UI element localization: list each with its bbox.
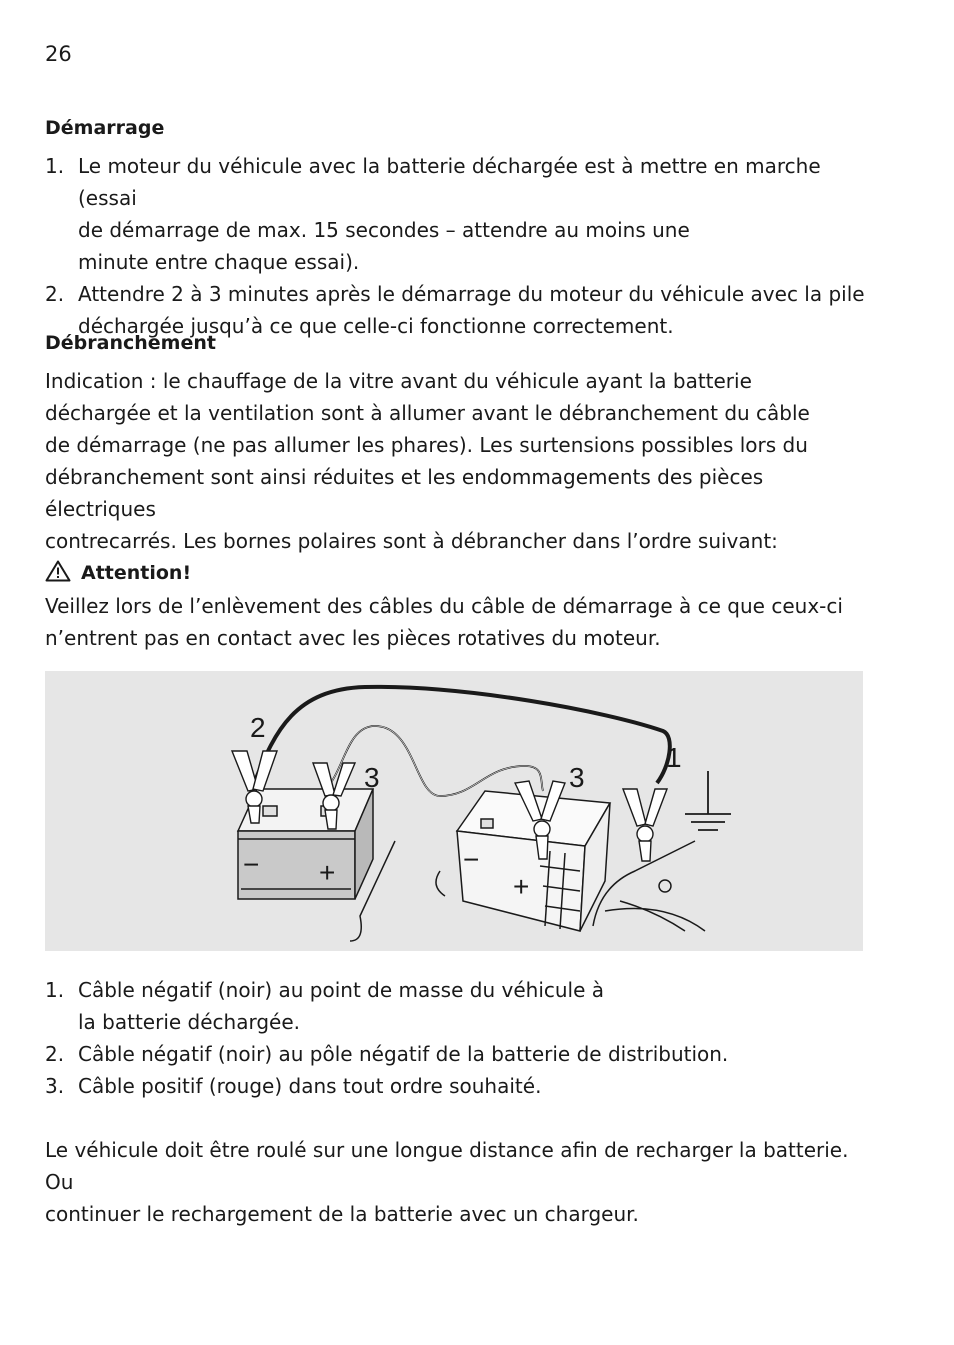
text-line: continuer le rechargement de la batterie avec un chargeur. <box>45 1202 639 1226</box>
list-item <box>45 1038 875 1070</box>
text-line: Le véhicule doit être roulé sur une longue distance afin de recharger la batterie. Ou <box>45 1138 849 1194</box>
closing-paragraph <box>45 1134 875 1230</box>
list-text-line: Câble négatif (noir) au pôle négatif de la batterie de distribution. <box>78 1042 729 1066</box>
attention-label: Attention! <box>81 562 192 584</box>
text-line: de démarrage (ne pas allumer les phares). Les surtensions possibles lors du <box>45 433 808 457</box>
minus-sign-right: − <box>463 844 480 875</box>
text-line: débranchement sont ainsi réduites et les endommagements des pièces électriques <box>45 465 764 521</box>
minus-sign-left: − <box>243 849 260 880</box>
battery-diagram <box>45 671 863 951</box>
list-text-line: de démarrage de max. 15 secondes – attendre au moins une <box>78 218 690 242</box>
list-number: 3. <box>45 1074 65 1098</box>
jumper-cable-illustration <box>45 671 863 951</box>
list-text-line: Le moteur du véhicule avec la batterie déchargée est à mettre en marche (essai <box>78 154 821 210</box>
plus-sign-right: + <box>513 871 530 902</box>
disconnect-order-list <box>45 974 875 1102</box>
callout-1: 1 <box>666 742 682 773</box>
clamp-icon <box>623 789 667 861</box>
text-line: Indication : le chauffage de la vitre avant du véhicule ayant la batterie <box>45 369 752 393</box>
attention-paragraph <box>45 590 875 654</box>
list-text-line: la batterie déchargée. <box>78 1010 301 1034</box>
page-number: 26 <box>45 42 72 66</box>
warning-triangle-icon <box>45 560 71 582</box>
demarrage-steps <box>45 150 875 342</box>
list-number: 1. <box>45 154 65 178</box>
list-text-line: Câble positif (rouge) dans tout ordre souhaité. <box>78 1074 542 1098</box>
callout-3-right: 3 <box>569 762 585 793</box>
debranchement-paragraph <box>45 365 875 557</box>
section-heading-demarrage: Démarrage <box>45 117 165 139</box>
text-line: contrecarrés. Les bornes polaires sont à débrancher dans l’ordre suivant: <box>45 529 778 553</box>
list-text-line: Câble négatif (noir) au point de masse du véhicule à <box>78 978 605 1002</box>
list-text-line: Attendre 2 à 3 minutes après le démarrage du moteur du véhicule avec la pile <box>78 282 865 306</box>
list-number: 1. <box>45 978 65 1002</box>
list-item <box>45 1070 875 1102</box>
discharged-battery <box>238 789 395 941</box>
ground-symbol-icon <box>685 771 731 830</box>
section-heading-debranchement: Débranchement <box>45 332 216 354</box>
text-line: Veillez lors de l’enlèvement des câbles du câble de démarrage à ce que ceux-ci <box>45 594 843 618</box>
callout-2: 2 <box>250 712 266 743</box>
list-text-line: minute entre chaque essai). <box>78 250 360 274</box>
list-item <box>45 974 875 1038</box>
text-line: n’entrent pas en contact avec les pièces rotatives du moteur. <box>45 626 661 650</box>
plus-sign-left: + <box>319 857 336 888</box>
section-heading-attention <box>45 560 191 584</box>
callout-3-left: 3 <box>364 762 380 793</box>
list-item <box>45 150 875 278</box>
list-text-line: déchargée jusqu’à ce que celle-ci fonctionne correctement. <box>78 314 674 338</box>
list-number: 2. <box>45 1042 65 1066</box>
text-line: déchargée et la ventilation sont à allumer avant le débranchement du câble <box>45 401 810 425</box>
list-number: 2. <box>45 282 65 306</box>
